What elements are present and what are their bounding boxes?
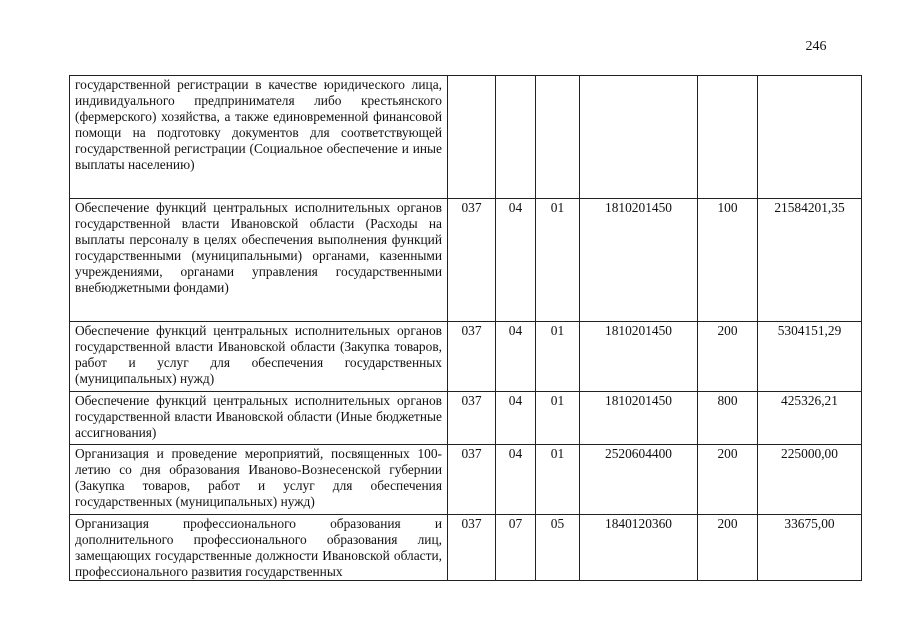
row-section-code: 04 xyxy=(496,445,536,515)
row-description: государственной регистрации в качестве юридического лица, индивидуального предпринимателя либо крестьянского (фермерского) хозяйства, а также единовременной финансовой помощи на подготовку документов для соответствующей государственной регистрации (Социальное обеспечение и иные выплаты населению) xyxy=(70,76,448,199)
page-bottom-margin xyxy=(69,582,862,642)
row-expense-type: 100 xyxy=(698,199,758,322)
row-expense-type xyxy=(698,76,758,199)
row-expense-type: 200 xyxy=(698,445,758,515)
row-target-article: 1840120360 xyxy=(580,515,698,581)
row-target-article: 1810201450 xyxy=(580,392,698,445)
row-subsection-code: 01 xyxy=(536,392,580,445)
row-description: Обеспечение функций центральных исполнительных органов государственной власти Ивановской области (Закупка товаров, работ и услуг для обеспечения государственных (муниципальных) нужд) xyxy=(70,322,448,392)
row-section-code xyxy=(496,76,536,199)
row-subsection-code: 01 xyxy=(536,199,580,322)
row-description: Организация и проведение мероприятий, посвященных 100-летию со дня образования Иваново-Вознесенской губернии (Закупка товаров, работ и услуг для обеспечения государственных (муниципальных) нужд) xyxy=(70,445,448,515)
row-description: Обеспечение функций центральных исполнительных органов государственной власти Ивановской области (Иные бюджетные ассигнования) xyxy=(70,392,448,445)
row-target-article: 1810201450 xyxy=(580,322,698,392)
row-expense-type: 200 xyxy=(698,322,758,392)
row-section-code: 04 xyxy=(496,392,536,445)
row-grbs-code: 037 xyxy=(448,445,496,515)
row-amount: 33675,00 xyxy=(758,515,862,581)
row-grbs-code: 037 xyxy=(448,322,496,392)
row-description: Организация профессионального образования и дополнительного профессионального образования лиц, замещающих государственные должности Ивановской области, профессионального развития государственных xyxy=(70,515,448,581)
row-target-article: 2520604400 xyxy=(580,445,698,515)
row-subsection-code: 05 xyxy=(536,515,580,581)
row-amount: 225000,00 xyxy=(758,445,862,515)
row-amount: 5304151,29 xyxy=(758,322,862,392)
row-target-article: 1810201450 xyxy=(580,199,698,322)
table-row xyxy=(70,322,862,392)
row-amount: 425326,21 xyxy=(758,392,862,445)
row-expense-type: 800 xyxy=(698,392,758,445)
table-row xyxy=(70,392,862,445)
row-grbs-code xyxy=(448,76,496,199)
table-row xyxy=(70,515,862,581)
row-section-code: 04 xyxy=(496,199,536,322)
table-row xyxy=(70,445,862,515)
budget-table xyxy=(69,75,862,581)
row-subsection-code xyxy=(536,76,580,199)
row-section-code: 04 xyxy=(496,322,536,392)
table-row xyxy=(70,199,862,322)
table-row xyxy=(70,76,862,199)
row-section-code: 07 xyxy=(496,515,536,581)
page-number: 246 xyxy=(805,39,827,54)
row-grbs-code: 037 xyxy=(448,515,496,581)
row-subsection-code: 01 xyxy=(536,445,580,515)
row-expense-type: 200 xyxy=(698,515,758,581)
row-amount xyxy=(758,76,862,199)
row-amount: 21584201,35 xyxy=(758,199,862,322)
row-subsection-code: 01 xyxy=(536,322,580,392)
row-target-article xyxy=(580,76,698,199)
row-grbs-code: 037 xyxy=(448,199,496,322)
row-description: Обеспечение функций центральных исполнительных органов государственной власти Ивановской области (Расходы на выплаты персоналу в целях обеспечения выполнения функций государственными (муниципальными) органами, казенными учреждениями, органами управления государственными внебюджетными фондами) xyxy=(70,199,448,322)
row-grbs-code: 037 xyxy=(448,392,496,445)
